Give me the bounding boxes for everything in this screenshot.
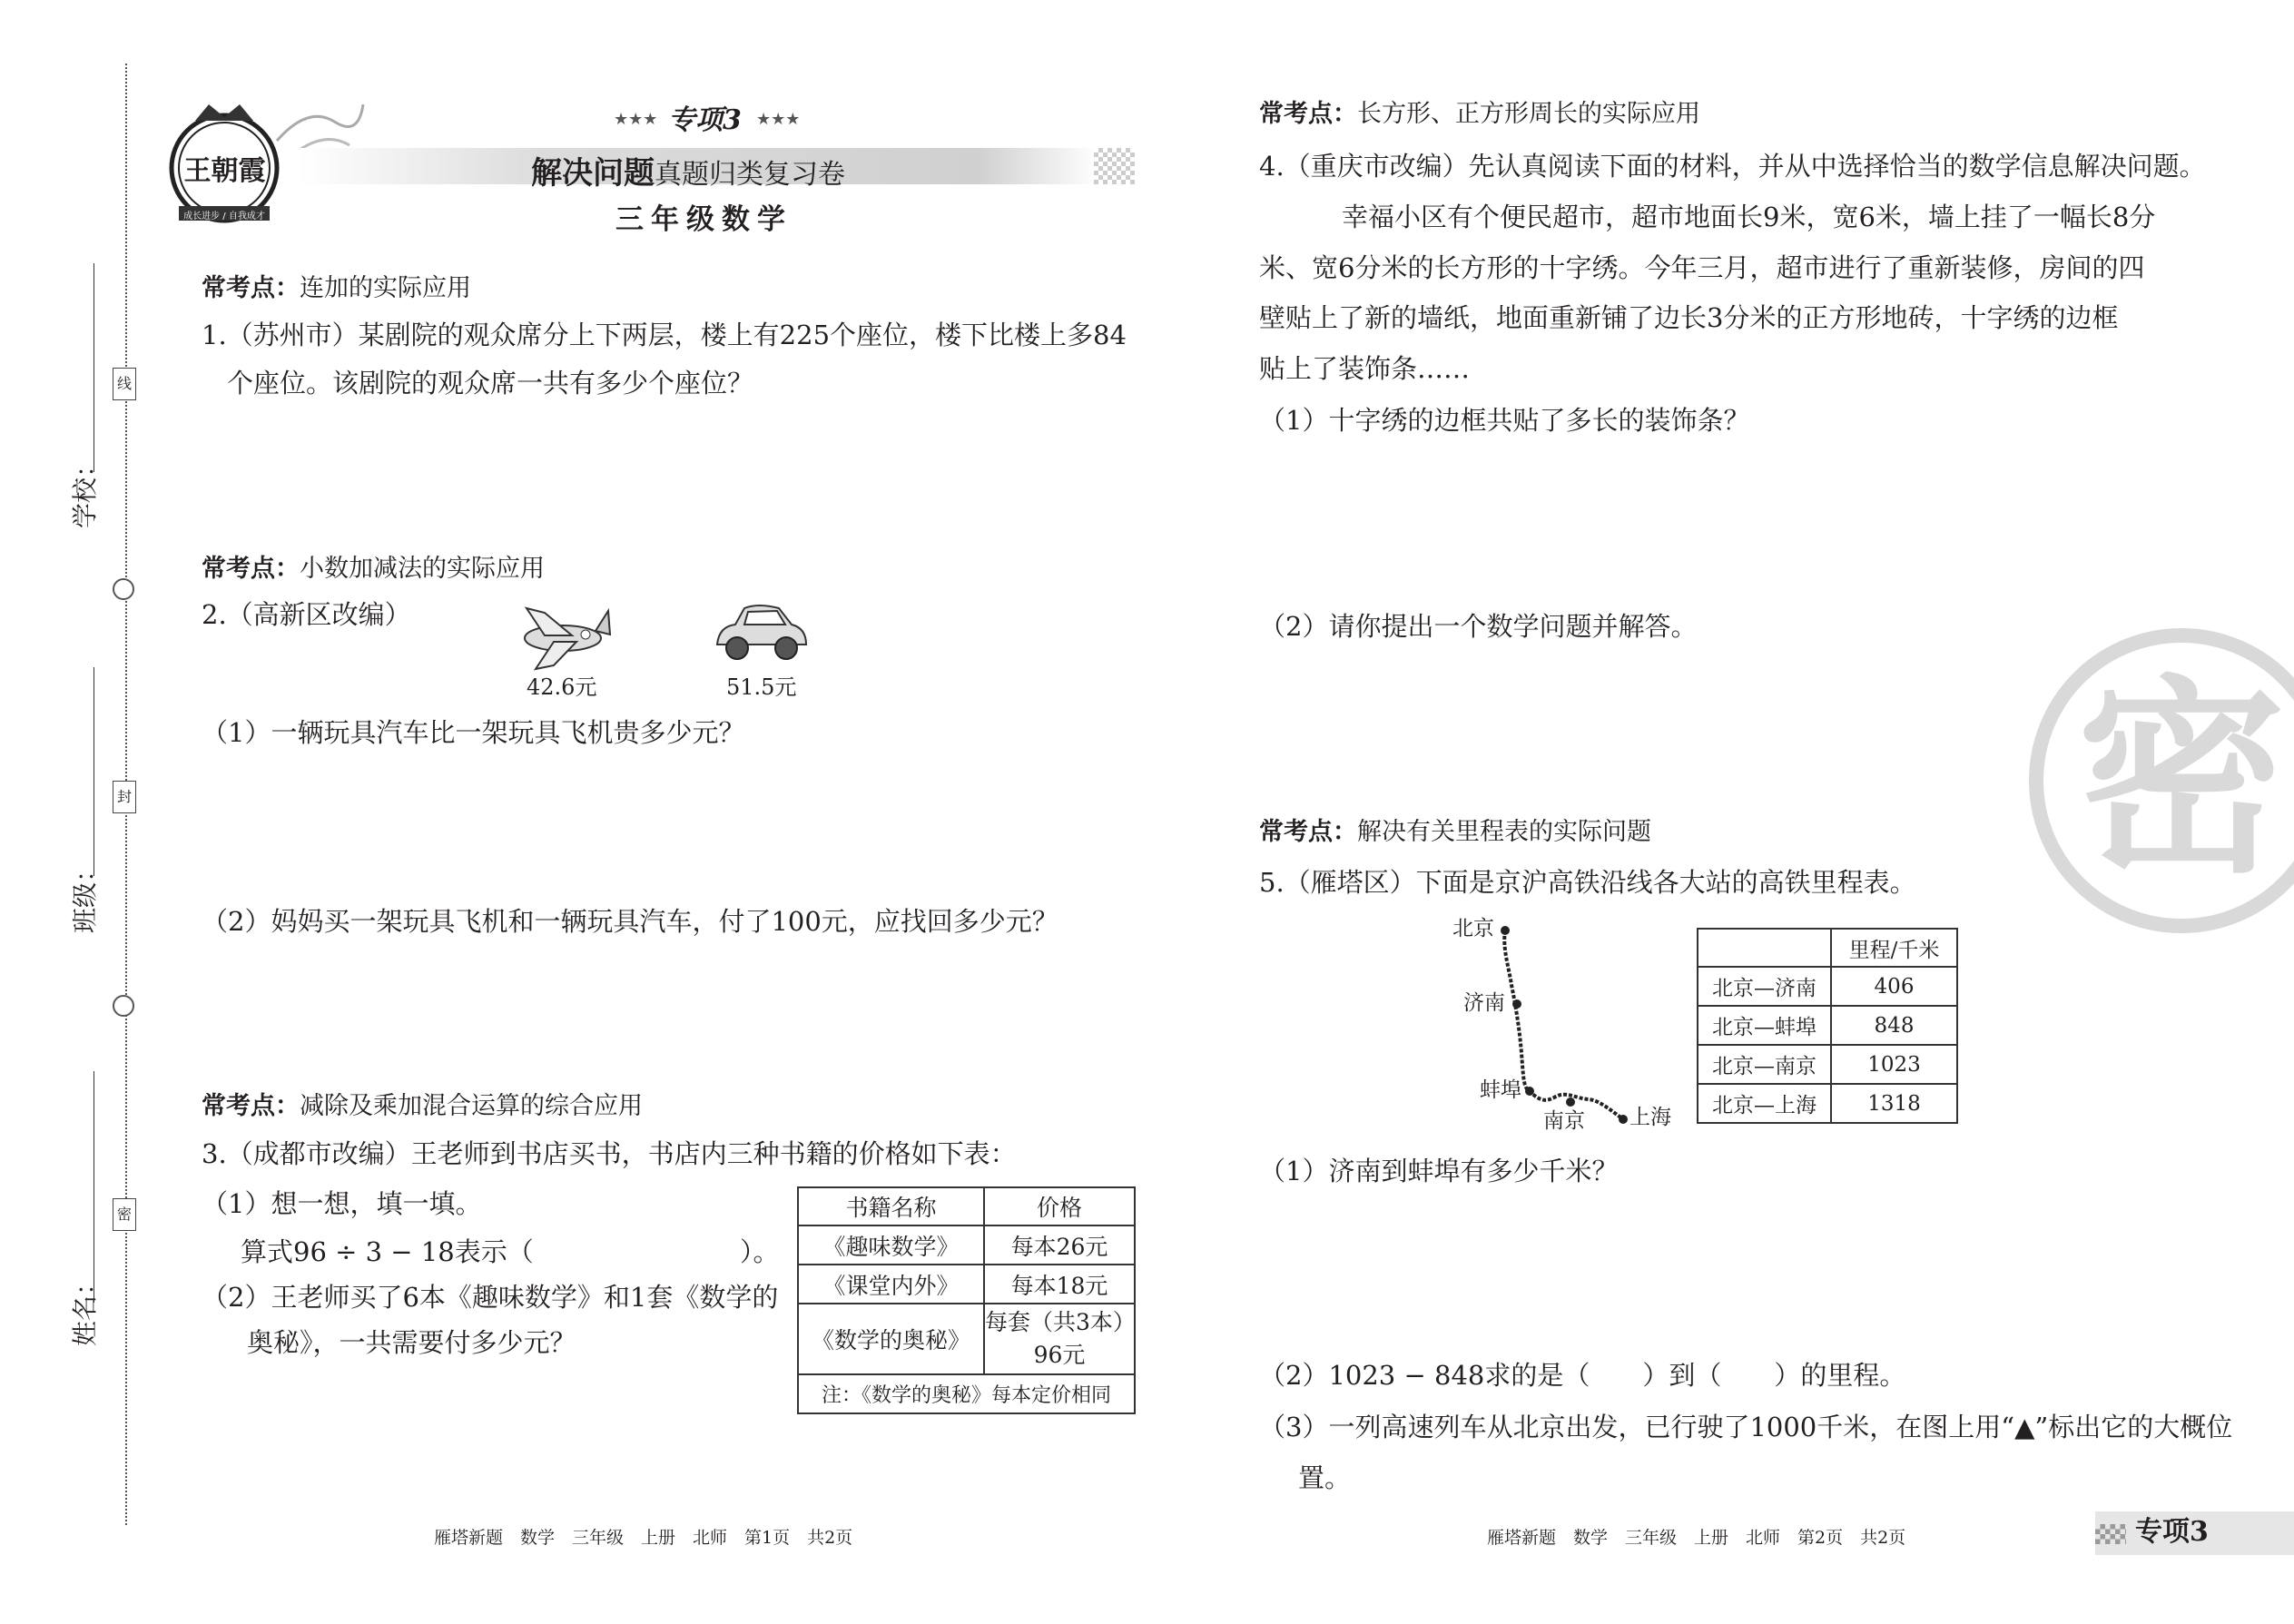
- binding-tab-feng: 封: [113, 781, 136, 813]
- title-bold: 解决问题: [531, 155, 655, 192]
- key-point-1: 常考点：连加的实际应用: [202, 274, 471, 302]
- q3-1-expression-left: 算式96 ÷ 3 − 18表示（: [241, 1236, 534, 1267]
- table-header: 价格: [984, 1187, 1135, 1225]
- q4-paragraph-2: 米、宽6分米的长方形的十字绣。今年三月，超市进行了重新装修，房间的四: [1259, 252, 2145, 283]
- station-dot-shanghai: [1619, 1115, 1628, 1124]
- key-point-2: 常考点：小数加减法的实际应用: [202, 555, 545, 583]
- binding-hole-icon: [113, 578, 134, 600]
- map-label-bengbu: 蚌埠: [1480, 1078, 1521, 1102]
- footer-left: 雁塔新题 数学 三年级 上册 北师 第1页 共2页: [434, 1528, 853, 1548]
- binding-hole-icon: [113, 995, 134, 1017]
- q2-head: 2.（高新区改编）: [202, 599, 411, 630]
- station-dot-jinan: [1512, 999, 1521, 1009]
- school-label: 学校：: [70, 451, 100, 528]
- q2-1: （1）一辆玩具汽车比一架玩具飞机贵多少元？: [202, 717, 745, 748]
- q4-1: （1）十字绣的边框共贴了多长的装饰条？: [1259, 405, 1750, 436]
- q4-2: （2）请你提出一个数学问题并解答。: [1259, 611, 1698, 642]
- watermark-char: 密: [2076, 659, 2286, 901]
- q5-3-line1: （3）一列高速列车从北京出发，已行驶了1000千米，在图上用“▲”标出它的大概位: [1259, 1412, 2233, 1442]
- car-price: 51.5元: [726, 674, 797, 700]
- logo: [159, 95, 290, 227]
- key-point-5: 常考点：解决有关里程表的实际问题: [1259, 818, 1651, 846]
- topic-badge: 专项3: [668, 104, 742, 136]
- logo-text: 王朝霞: [183, 155, 266, 187]
- q3-head: 3.（成都市改编）王老师到书店买书，书店内三种书籍的价格如下表：: [202, 1138, 1017, 1169]
- q3-1-expression-right: ）。: [740, 1236, 780, 1267]
- q2-2: （2）妈妈买一架玩具飞机和一辆玩具汽车，付了100元，应找回多少元？: [202, 906, 1058, 937]
- name-label: 姓名：: [70, 1269, 100, 1346]
- topic-stars-left: ★★★: [614, 110, 658, 129]
- q4-paragraph-1: 幸福小区有个便民超市，超市地面长9米，宽6米，墙上挂了一幅长8分: [1342, 202, 2156, 232]
- table-row: 北京—南京 1023: [1698, 1045, 1957, 1084]
- railway-map: [1443, 912, 1661, 1139]
- binding-tab-xian: 线: [113, 368, 136, 400]
- q3-2-line2: 奥秘》，一共需要付多少元？: [247, 1327, 576, 1358]
- table-row: 《数学的奥秘》 每套（共3本） 96元: [798, 1304, 1135, 1374]
- q1-line1: 1.（苏州市）某剧院的观众席分上下两层，楼上有225个座位，楼下比楼上多84: [202, 320, 1127, 350]
- map-label-jinan: 济南: [1463, 991, 1505, 1015]
- key-point-4: 常考点：长方形、正方形周长的实际应用: [1259, 100, 1700, 128]
- footer-right: 雁塔新题 数学 三年级 上册 北师 第2页 共2页: [1487, 1528, 1906, 1548]
- page-title: [531, 148, 845, 192]
- toy-plane-icon: [508, 595, 617, 676]
- table-row: 北京—蚌埠 848: [1698, 1006, 1957, 1045]
- key-point-3: 常考点：减除及乘加混合运算的综合应用: [202, 1092, 643, 1120]
- corner-checker: [2095, 1524, 2126, 1544]
- map-label-shanghai: 上海: [1629, 1106, 1671, 1129]
- table-header: 书籍名称: [798, 1187, 984, 1225]
- station-dot-beijing: [1501, 926, 1510, 935]
- table-note-row: [798, 1374, 1135, 1413]
- title-rest: 真题归类复习卷: [655, 159, 845, 191]
- q1-line2: 个座位。该剧院的观众席一共有多少个座位？: [227, 368, 754, 399]
- table-row: 《课堂内外》 每本18元: [798, 1265, 1135, 1304]
- q4-head: 4.（重庆市改编）先认真阅读下面的材料，并从中选择恰当的数学信息解决问题。: [1259, 151, 2206, 182]
- corner-label: 专项3: [2135, 1516, 2209, 1548]
- binding-tab-mi: 密: [113, 1198, 136, 1231]
- table-row: 北京—济南 406: [1698, 967, 1957, 1006]
- confidential-watermark: [2023, 626, 2294, 935]
- class-label: 班级：: [70, 856, 100, 933]
- book-price-table: [797, 1186, 1136, 1414]
- table-row: 《趣味数学》 每本26元: [798, 1225, 1135, 1265]
- station-dot-nanjing: [1566, 1097, 1575, 1107]
- page-subtitle: 三年级数学: [615, 203, 793, 236]
- mileage-table: [1697, 928, 1958, 1124]
- q3-1: （1）想一想，填一填。: [202, 1188, 482, 1219]
- table-header: 里程/千米: [1831, 929, 1957, 967]
- table-note: 注：《数学的奥秘》每本定价相同: [798, 1374, 1135, 1413]
- q5-3-line2: 置。: [1298, 1462, 1352, 1493]
- q4-paragraph-4: 贴上了装饰条……: [1259, 353, 1471, 384]
- q5-1: （1）济南到蚌埠有多少千米？: [1259, 1156, 1619, 1186]
- map-label-nanjing: 南京: [1543, 1109, 1585, 1133]
- topic-stars-right: ★★★: [756, 110, 801, 129]
- banner-checker: [1094, 148, 1135, 184]
- plane-price: 42.6元: [527, 674, 597, 700]
- toy-car-icon: [708, 599, 812, 672]
- q5-head: 5.（雁塔区）下面是京沪高铁沿线各大站的高铁里程表。: [1259, 867, 1916, 898]
- q5-2: （2）1023 − 848求的是（ ）到（ ）的里程。: [1259, 1360, 1906, 1391]
- map-label-beijing: 北京: [1452, 917, 1494, 940]
- binding-strip: [0, 0, 145, 1624]
- station-dot-bengbu: [1525, 1087, 1534, 1096]
- corner-tab: [2095, 1511, 2294, 1555]
- table-row: 北京—上海 1318: [1698, 1084, 1957, 1123]
- q3-2-line1: （2）王老师买了6本《趣味数学》和1套《数学的: [202, 1282, 779, 1313]
- logo-ribbon: 成长进步 / 自我成才: [183, 212, 265, 221]
- q4-paragraph-3: 壁贴上了新的墙纸，地面重新铺了边长3分米的正方形地砖，十字绣的边框: [1259, 302, 2119, 333]
